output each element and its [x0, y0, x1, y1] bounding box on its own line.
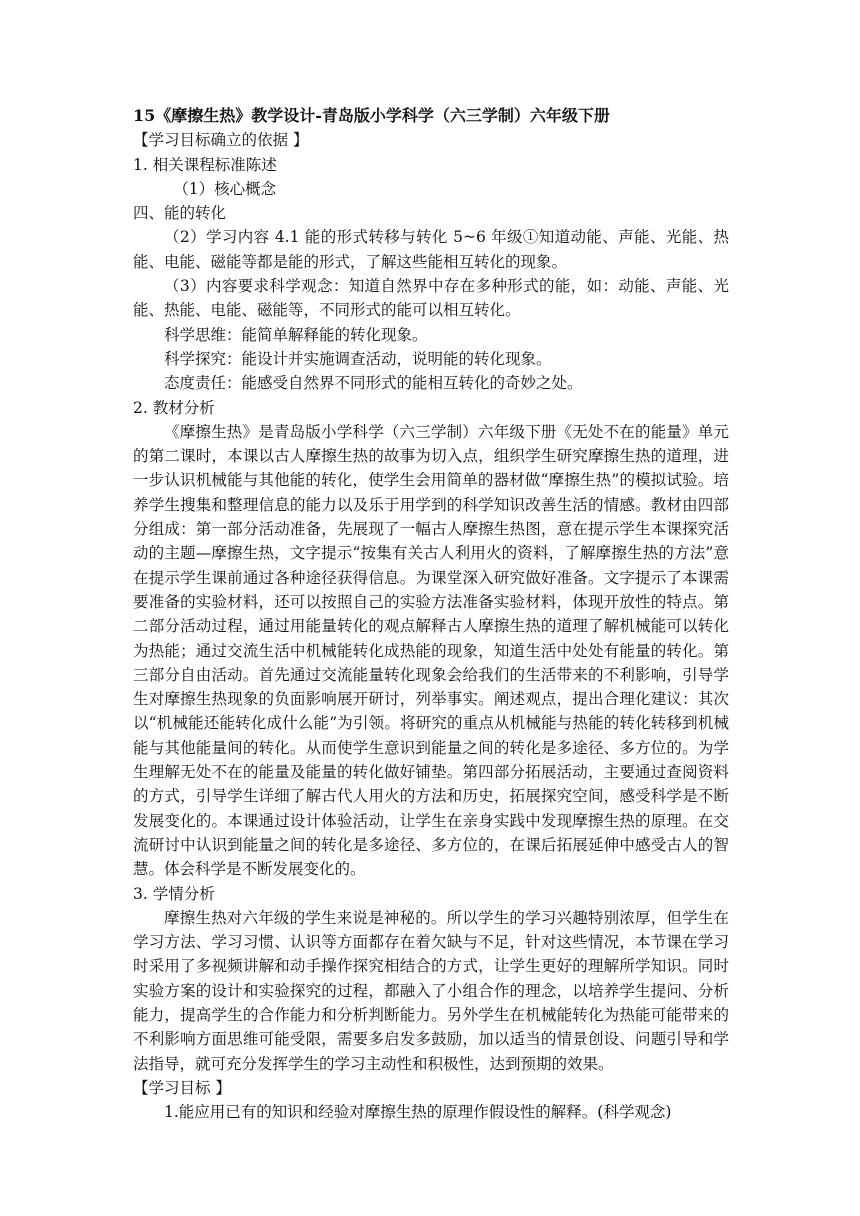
learning-goals-heading: 【学习目标 】	[133, 1078, 231, 1097]
attitude-line: 态度责任：能感受自然界不同形式的能相互转化的奇妙之处。	[164, 374, 583, 393]
basis-heading: 【学习目标确立的依据 】	[133, 131, 309, 150]
learning-goal-1: 1.能应用已有的知识和经验对摩擦生热的原理作假设性的解释。(科学观念)	[164, 1103, 672, 1122]
section-2-heading: 2. 教材分析	[133, 398, 215, 417]
science-inquiry-line: 科学探究：能设计并实施调查活动，说明能的转化现象。	[164, 349, 552, 368]
section-3-heading: 3. 学情分析	[133, 884, 215, 903]
document-body	[133, 104, 729, 1124]
core-concept-value: 四、能的转化	[133, 204, 227, 223]
content-requirement-paragraph: （3）内容要求科学观念：知道自然界中存在多种形式的能，如：动能、声能、光能、热能、电能、磁能等，不同形式的能可以相互转化。	[133, 277, 729, 320]
science-thinking-line: 科学思维：能简单解释能的转化现象。	[164, 325, 428, 344]
student-analysis-paragraph: 摩擦生热对六年级的学生来说是神秘的。所以学生的学习兴趣特别浓厚，但学生在学习方法、学习习惯、认识等方面都存在着欠缺与不足，针对这些情况，本节课在学习时采用了多视频讲解和动手操作探究相结合的方式，让学生更好的理解所学知识。同时实验方案的设计和实验探究的过程，都融入了小组合作的理念，以培养学生提问、分析能力，提高学生的合作能力和分析判断能力。另外学生在机械能转化为热能可能带来的不利影响方面思维可能受限，需要多启发多鼓励，加以适当的情景创设、问题引导和学法指导，就可充分发挥学生的学习主动性和积极性，达到预期的效果。	[133, 908, 729, 1073]
learning-content-paragraph: （2）学习内容 4.1 能的形式转移与转化 5~6 年级①知道动能、声能、光能、热能、电能、磁能等都是能的形式，了解这些能相互转化的现象。	[133, 228, 729, 271]
textbook-analysis-paragraph: 《摩擦生热》是青岛版小学科学（六三学制）六年级下册《无处不在的能量》单元的第二课时，本课以古人摩擦生热的故事为切入点，组织学生研究摩擦生热的道理，进一步认识机械能与其他能的转化，使学生会用简单的器材做“摩擦生热”的模拟试验。培养学生搜集和整理信息的能力以及乐于用学到的科学知识改善生活的情感。教材由四部分组成：第一部分活动准备，先展现了一幅古人摩擦生热图，意在提示学生本课探究活动的主题—摩擦生热，文字提示“按集有关古人利用火的资料，了解摩擦生热的方法”意在提示学生课前通过各种途径获得信息。为课堂深入研究做好准备。文字提示了本课需要准备的实验材料，还可以按照自己的实验方法准备实验材料，体现开放性的特点。第二部分活动过程，通过用能量转化的观点解释古人摩擦生热的道理了解机械能可以转化为热能；通过交流生活中机械能转化成热能的现象，知道生活中处处有能量的转化。第三部分自由活动。首先通过交流能量转化现象会给我们的生活带来的不利影响，引导学生对摩擦生热现象的负面影响展开研讨，列举事实。阐述观点，提出合理化建议：其次以“机械能还能转化成什么能”为引领。将研究的重点从机械能与热能的转化转移到机械能与其他能量间的转化。从而使学生意识到能量之间的转化是多途径、多方位的。为学生理解无处不在的能量及能量的转化做好铺垫。第四部分拓展活动，主要通过查阅资料的方式，引导学生详细了解古代人用火的方法和历史，拓展探究空间，感受科学是不断发展变化的。本课通过设计体验活动，让学生在亲身实践中发现摩擦生热的原理。在交流研讨中认识到能量之间的转化是多途径、多方位的，在课后拓展延伸中感受古人的智慧。体会科学是不断发展变化的。	[133, 422, 729, 879]
core-concept-label: （1）核心概念	[173, 179, 277, 198]
document-title: 15《摩擦生热》教学设计-青岛版小学科学（六三学制）六年级下册	[133, 106, 610, 125]
section-1-heading: 1. 相关课程标准陈述	[133, 155, 277, 174]
